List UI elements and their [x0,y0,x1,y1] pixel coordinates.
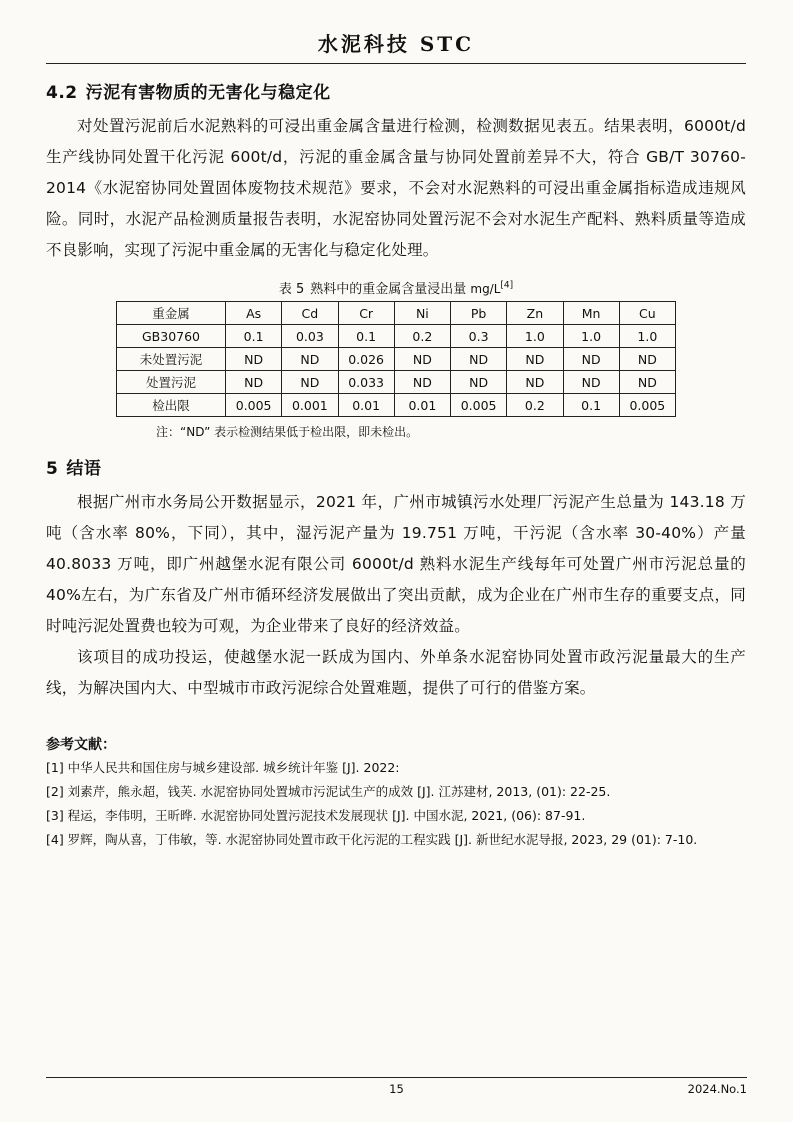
table-cell: ND [619,371,675,394]
reference-item: [1] 中华人民共和国住房与城乡建设部. 城乡统计年鉴 [J]. 2022: [46,760,400,775]
table-cell: 0.005 [619,394,675,417]
table-cell: 1.0 [563,325,619,348]
table-cell: 0.026 [338,348,394,371]
section-title: 结语 [66,459,102,479]
table-cell: ND [507,348,563,371]
table-cell: 0.1 [563,394,619,417]
section-number: 4.2 [46,83,78,103]
table-cell: ND [226,371,282,394]
footer-issue: 2024.No.1 [687,1082,747,1096]
page-footer [46,1077,747,1096]
table-header-cell: Cd [282,302,338,325]
table-cell: ND [507,371,563,394]
table-caption-reference: [4] [500,280,514,291]
reference-item: [3] 程运，李伟明，王昕晔. 水泥窑协同处置污泥技术发展现状 [J]. 中国水泥, 2021, (06): 87-91. [46,808,586,823]
reference-item: [4] 罗辉，陶从喜，丁伟敏，等. 水泥窑协同处置市政干化污泥的工程实践 [J]. 新世纪水泥导报, 2023, 29 (01): 7-10. [46,832,698,847]
table-note: 注：“ND” 表示检测结果低于检出限，即未检出。 [156,425,419,439]
page-header [46,28,746,64]
table-row-label: 处置污泥 [117,371,226,394]
table-cell: 0.2 [507,394,563,417]
table-cell: ND [394,348,450,371]
table-cell: ND [619,348,675,371]
table-cell: 0.01 [394,394,450,417]
table-header-cell: Ni [394,302,450,325]
table-cell: ND [451,371,507,394]
table-cell: 0.001 [282,394,338,417]
table-header-cell: Zn [507,302,563,325]
reference-item: [2] 刘素芹，熊永超，钱芙. 水泥窑协同处置城市污泥试生产的成效 [J]. 江苏建材, 2013, (01): 22-25. [46,784,611,799]
footer-page-number: 15 [389,1082,404,1096]
section-number: 5 [46,459,59,479]
table-cell: ND [563,348,619,371]
references-heading: 参考文献： [46,737,116,753]
table-cell: 0.1 [338,325,394,348]
table-row-label: GB30760 [117,325,226,348]
section-title: 污泥有害物质的无害化与稳定化 [85,83,331,103]
table-caption-label: 表 5 [278,282,305,297]
table-cell: ND [563,371,619,394]
table-cell: 0.3 [451,325,507,348]
table-row [117,348,676,371]
table-cell: ND [226,348,282,371]
table-header-cell: Pb [451,302,507,325]
journal-title: 水泥科技 STC [317,32,475,56]
paragraph-5-1: 根据广州市水务局公开数据显示，2021 年，广州市城镇污水处理厂污泥产生总量为 143.18 万吨（含水率 80%，下同），其中，湿污泥产量为 19.751 万吨，干污泥（含水率 30-40%）产量 40.8033 万吨，即广州越堡水泥有限公司 6000t/d 熟料水泥生产线每年可处置广州市污泥总量的 40%左右，为广东省及广州市循环经济发展做出了突出贡献，成为企业在广州市生存的重要支点，同时吨污泥处置费也较为可观，为企业带来了良好的经济效益。 [46,493,746,635]
table-cell: 0.005 [451,394,507,417]
table-cell: 0.2 [394,325,450,348]
page-content [46,28,746,1088]
table-header-cell: Cr [338,302,394,325]
table-cell: 0.033 [338,371,394,394]
table-cell: ND [394,371,450,394]
heavy-metal-table [116,301,676,417]
table-cell: 1.0 [507,325,563,348]
section-heading-5 [46,454,746,479]
section-heading-4-2 [46,78,746,103]
table-cell: ND [451,348,507,371]
table-row [117,371,676,394]
table-cell: 0.03 [282,325,338,348]
table-header-row [117,302,676,325]
table-caption-unit: mg/L [470,282,501,296]
table-row [117,325,676,348]
table-cell: 0.01 [338,394,394,417]
table-cell: ND [282,348,338,371]
table-caption [46,278,746,297]
table-header-cell: As [226,302,282,325]
paragraph-5-2: 该项目的成功投运，使越堡水泥一跃成为国内、外单条水泥窑协同处置市政污泥量最大的生产线，为解决国内大、中型城市市政污泥综合处置难题，提供了可行的借鉴方案。 [46,648,746,697]
table-header-cell: 重金属 [117,302,226,325]
table-row-label: 检出限 [117,394,226,417]
table-cell: ND [282,371,338,394]
table-row [117,394,676,417]
table-cell: 0.1 [226,325,282,348]
table-cell: 1.0 [619,325,675,348]
paragraph-4-2-1: 对处置污泥前后水泥熟料的可浸出重金属含量进行检测，检测数据见表五。结果表明，6000t/d 生产线协同处置干化污泥 600t/d，污泥的重金属含量与协同处置前差异不大，符合 GB/T 30760-2014《水泥窑协同处置固体废物技术规范》要求，不会对水泥熟料的可浸出重金属指标造成违规风险。同时，水泥产品检测质量报告表明，水泥窑协同处置污泥不会对水泥生产配料、熟料质量等造成不良影响，实现了污泥中重金属的无害化与稳定化处理。 [46,117,746,259]
table-cell: 0.005 [226,394,282,417]
table-caption-title: 熟料中的重金属含量浸出量 [310,282,467,297]
table-header-cell: Mn [563,302,619,325]
table-row-label: 未处置污泥 [117,348,226,371]
table-header-cell: Cu [619,302,675,325]
